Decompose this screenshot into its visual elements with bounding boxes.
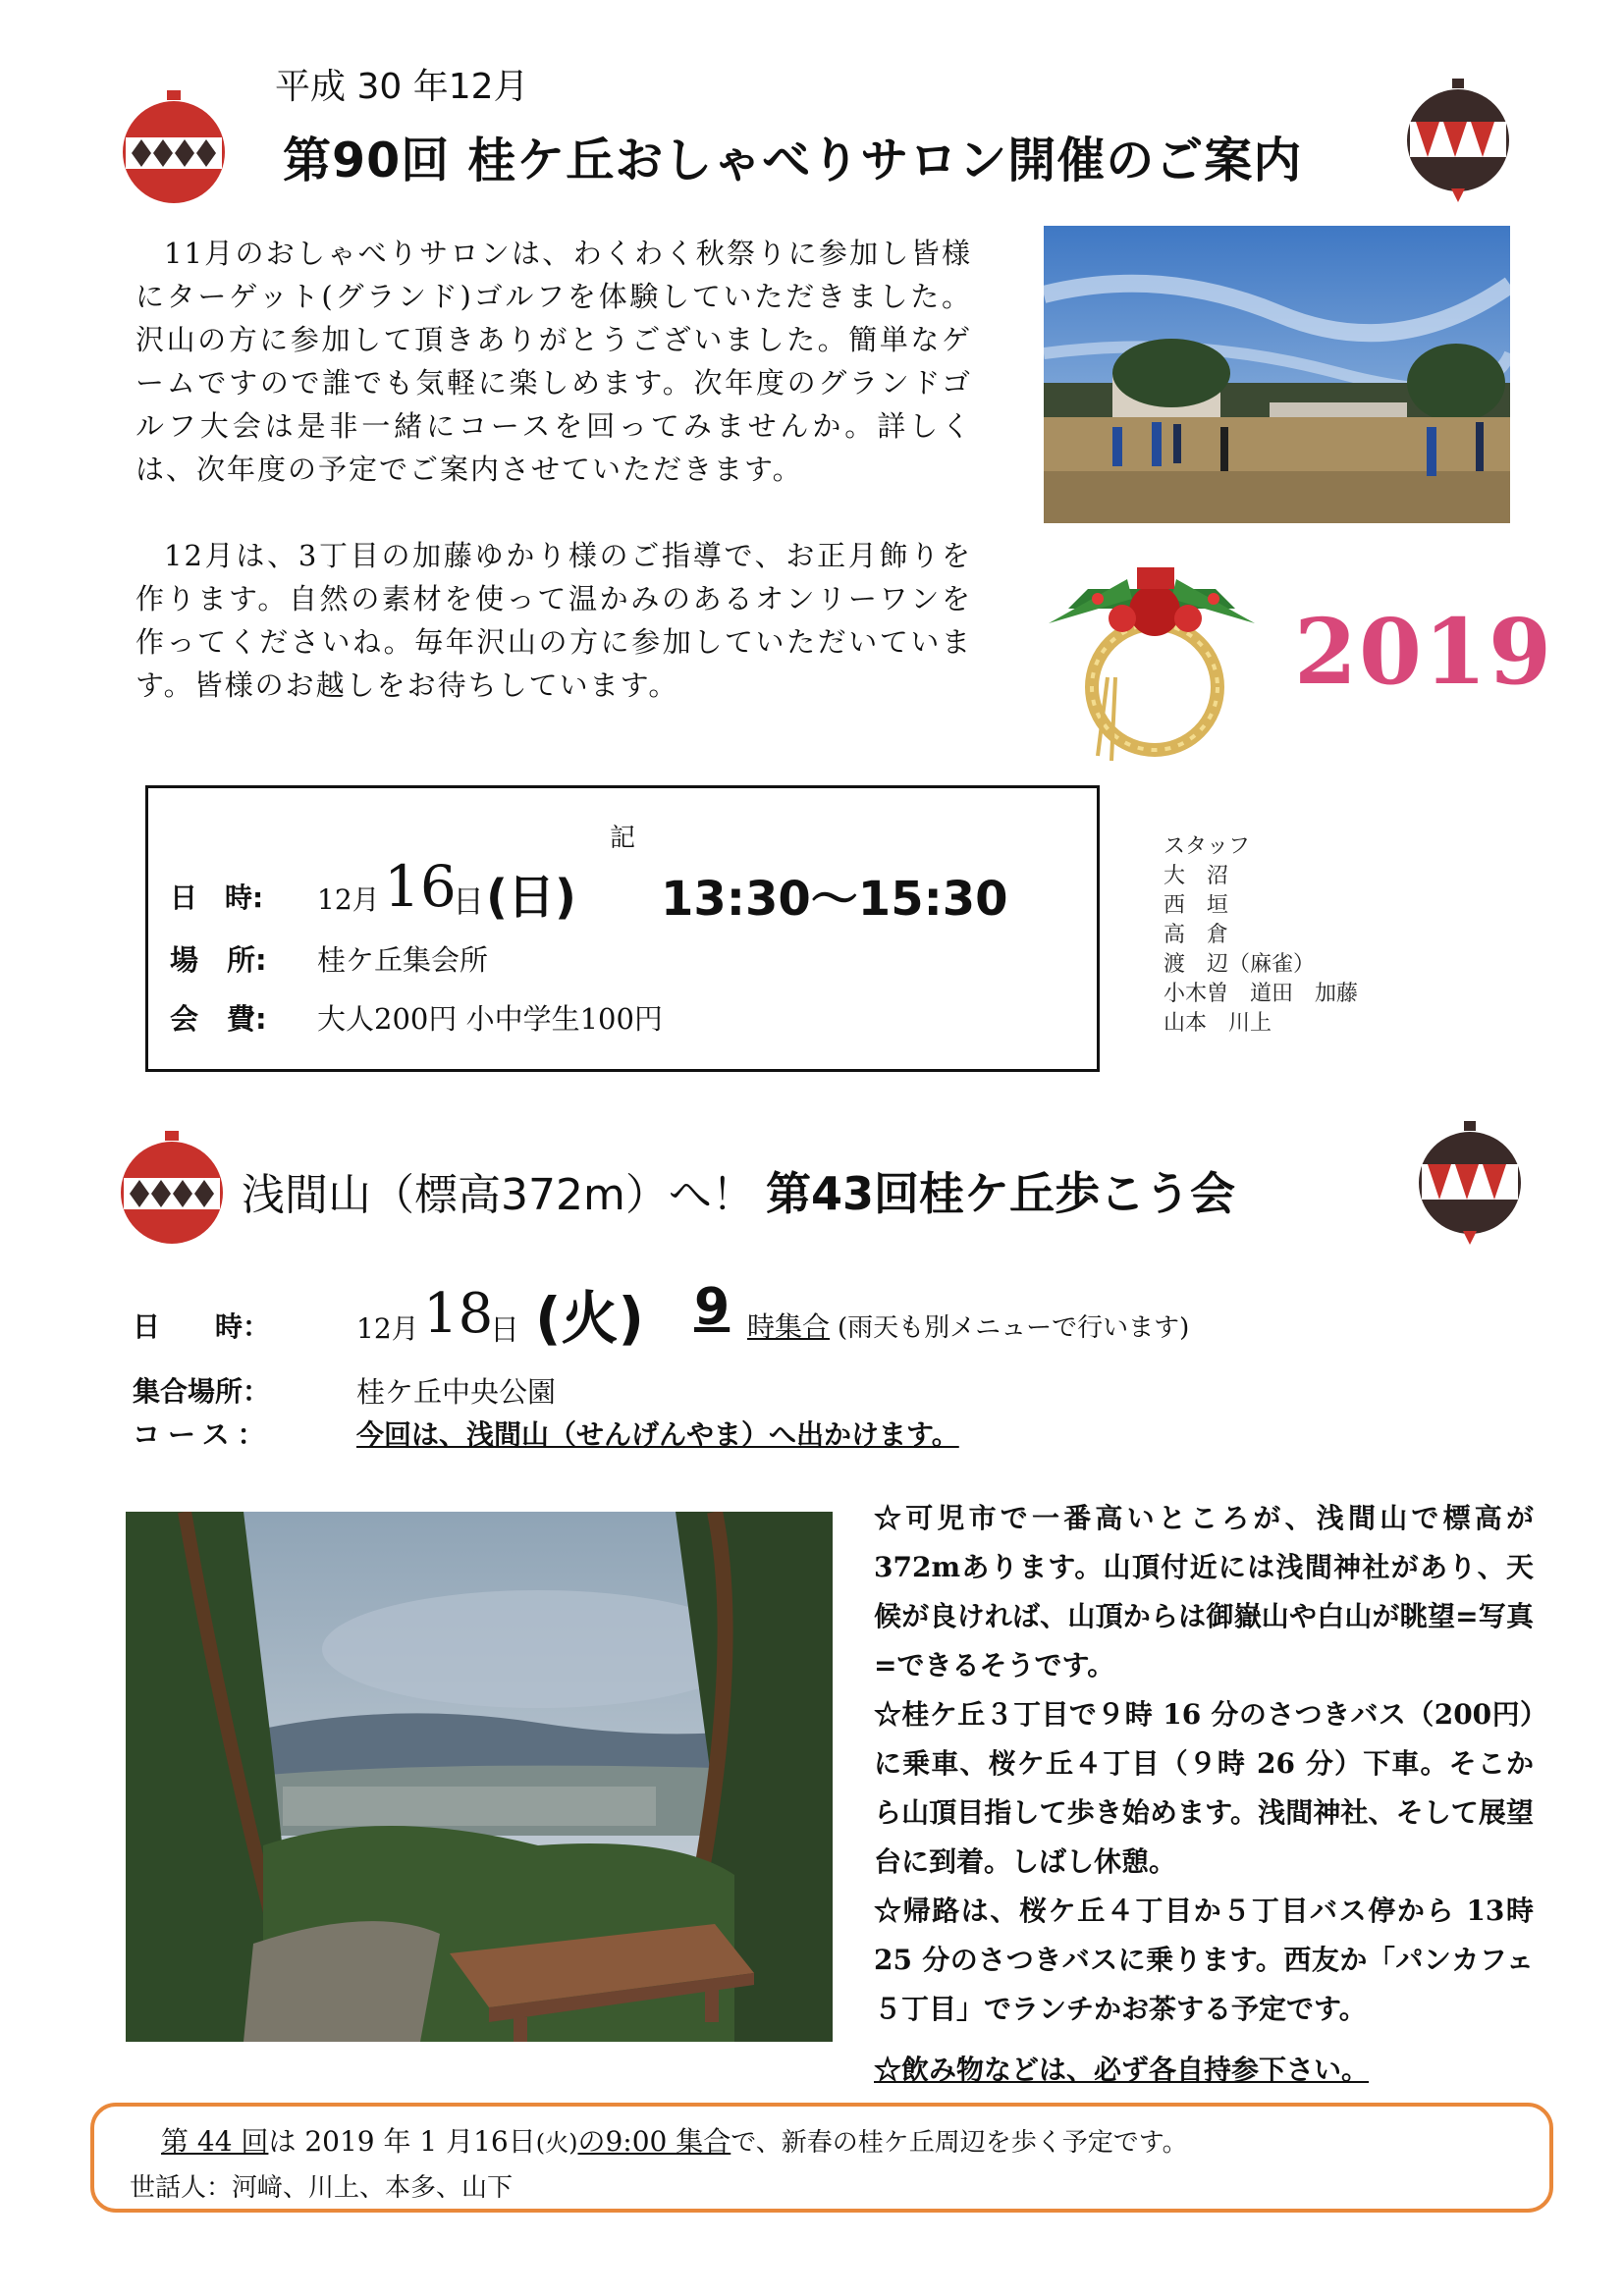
place-value: 桂ケ丘集会所 — [317, 943, 489, 977]
staff-member: 小木曽 道田 加藤 — [1164, 982, 1359, 1006]
walk-title-destination: 浅間山（標高372m）へ！ — [242, 1170, 755, 1220]
datetime-month: 12月 — [317, 883, 380, 916]
staff-member: 渡 辺（麻雀） — [1164, 952, 1316, 977]
fee-label: 会 費: — [170, 1002, 267, 1036]
walk-datetime-row — [133, 1272, 1311, 1352]
ornament-red-left-icon — [116, 1129, 228, 1247]
walk-point: ☆帰路は、桜ケ丘４丁目か５丁目バス停から 13時 25 分のさつきバスに乗ります。西友か「パンカフェ５丁目」でランチかお茶する予定です。 — [874, 1895, 1534, 2025]
walk-course-row — [133, 1414, 1114, 1453]
mountain-view-photo — [126, 1512, 833, 2042]
walk-reminder: ☆飲み物などは、必ず各自持参下さい。 — [874, 2054, 1370, 2086]
walk-point: ☆可児市で一番高いところが、浅間山で標高が372mあります。山頂付近には浅間神社があり、天候が良ければ、山頂からは御嶽山や白山が眺望=写真=できるそうです。 — [874, 1502, 1534, 1682]
walk-point: ☆桂ケ丘３丁目で９時 16 分のさつきバス（200円）に乗車、桜ケ丘４丁目（９時 26 分）下車。そこから山頂目指して歩き始めます。浅間神社、そして展望台に到着。しばし休憩。 — [874, 1698, 1534, 1878]
issue-date: 平成 30 年12月 — [275, 67, 529, 107]
staff-member: 山本 川上 — [1164, 1011, 1272, 1036]
next-walk-plan: で、新春の桂ケ丘周辺を歩く予定です。 — [731, 2128, 1188, 2158]
ornament-red-left-icon — [118, 88, 230, 206]
walk-meeting-row — [133, 1370, 1016, 1410]
ornament-dark-right-icon — [1414, 1119, 1526, 1247]
staff-member: 西 垣 — [1164, 893, 1229, 918]
staff-list — [1164, 832, 1419, 1039]
walk-meeting-label: 集合場所： — [133, 1375, 271, 1408]
datetime-weekday: (日) — [486, 870, 576, 925]
staff-heading: スタッフ — [1164, 834, 1251, 859]
walk-description — [874, 1494, 1534, 2095]
intro-paragraph-2: 12月は、3丁目の加藤ゆかり様のご指導で、お正月飾りを作ります。自然の素材を使って温かみのあるオンリーワンを作ってくださいね。毎年沢山の方に参加していただいています。皆様のお越しをお待ちしています。 — [135, 539, 972, 702]
intro-paragraph-1: 11月のおしゃべりサロンは、わくわく秋祭りに参加し皆様にターゲット(グランド)ゴルフを体験していただきました。沢山の方に参加して頂きありがとうございました。簡単なゲームですので誰でも気軽に楽しめます。次年度のグランドゴルフ大会は是非一緒にコースを回ってみませんか。詳しくは、次年度の予定でご案内させていただきます。 — [135, 237, 972, 486]
intro-text — [135, 232, 972, 707]
next-walk-time: の9:00 集合 — [577, 2125, 731, 2158]
staff-member: 大 沼 — [1164, 864, 1229, 888]
next-walk-line — [161, 2120, 1188, 2160]
walk-meeting-value: 桂ケ丘中央公園 — [356, 1375, 557, 1409]
ornament-dark-right-icon — [1402, 77, 1514, 204]
next-walk-weekday: (火) — [535, 2129, 578, 2157]
next-walk-notice — [90, 2103, 1553, 2213]
walk-datetime-note: (雨天も別メニューで行います) — [838, 1313, 1190, 1343]
fee-value: 大人200円 小中学生100円 — [317, 1002, 663, 1036]
next-walk-date: は 2019 年 1 月16日 — [268, 2125, 536, 2158]
year-2019-badge: 2019 — [1294, 599, 1554, 705]
walk-datetime-day: 18 — [423, 1282, 494, 1346]
walk-course-label: コース： — [133, 1418, 273, 1451]
details-heading: 記 — [610, 824, 636, 853]
walk-title-event: 第43回桂ケ丘歩こう会 — [765, 1167, 1235, 1220]
walk-datetime-meet: 時集合 — [747, 1310, 831, 1343]
staff-member: 高 倉 — [1164, 923, 1229, 947]
new-year-wreath-icon — [1039, 550, 1265, 775]
next-walk-number: 第 44 回 — [161, 2125, 269, 2158]
walk-course-value: 今回は、浅間山（せんげんやま）へ出かけます。 — [356, 1418, 959, 1451]
walk-datetime-hour: 9 — [694, 1278, 731, 1337]
datetime-day: 16 — [384, 853, 457, 920]
walk-datetime-month: 12月 — [356, 1312, 419, 1345]
datetime-label: 日 時: — [170, 881, 264, 914]
page-title: 第90回 桂ケ丘おしゃべりサロン開催のご案内 — [283, 133, 1303, 188]
walk-datetime-day-suffix: 日 — [490, 1313, 519, 1348]
datetime-time: 13:30〜15:30 — [661, 872, 1008, 927]
place-label: 場 所: — [170, 943, 267, 977]
walk-title — [242, 1158, 1235, 1223]
golf-event-photo — [1044, 226, 1510, 523]
walk-datetime-weekday: (火) — [535, 1285, 645, 1352]
datetime-day-suffix: 日 — [453, 882, 485, 920]
walk-datetime-label: 日 時： — [133, 1310, 271, 1343]
event-details-box — [145, 785, 1100, 1072]
organizers-line: 世話人：河﨑、川上、本多、山下 — [130, 2173, 514, 2203]
